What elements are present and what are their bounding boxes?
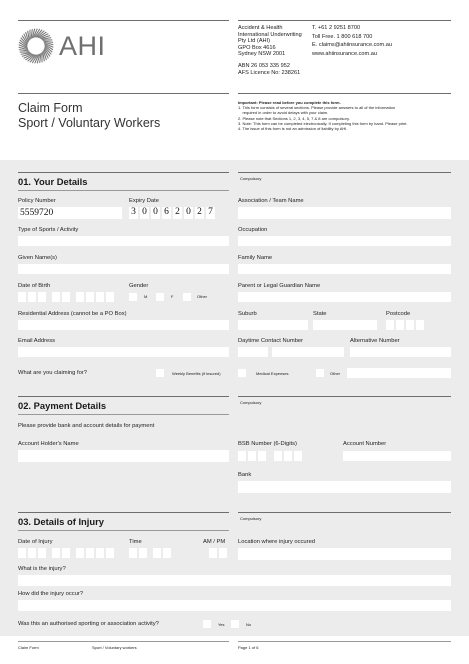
alternative-number-label: Alternative Number [350, 338, 400, 344]
account-number-field[interactable] [343, 451, 451, 461]
family-name-field[interactable] [238, 264, 451, 274]
account-holder-field[interactable] [18, 450, 229, 462]
occupation-field[interactable] [238, 236, 451, 246]
am-pm-field[interactable] [209, 548, 227, 558]
daytime-number-field[interactable] [272, 347, 344, 357]
expiry-date-field[interactable] [129, 207, 215, 219]
footer-form-name: Claim Form [18, 645, 39, 650]
contact-details: T. +61 2 9251 8700 Toll Free. 1 800 618 700 E. claims@ahiinsurance.com.au www.ahiinsurance.com.au [312, 25, 392, 57]
gender-other-checkbox[interactable] [183, 293, 191, 301]
family-name-label: Family Name [238, 255, 273, 261]
medical-expenses-label: Medical Expenses [256, 371, 289, 376]
sport-type-field[interactable] [18, 236, 229, 246]
section-02-title: 02. Payment Details [18, 400, 107, 411]
email-label: Email Address [18, 338, 56, 344]
gender-f-label: F [171, 294, 174, 299]
account-holder-label: Account Holder's Name [18, 441, 79, 447]
expiry-digit: 2 [173, 207, 182, 219]
claiming-for-label: What are you claiming for? [18, 370, 87, 376]
gender-label: Gender [129, 283, 149, 289]
footer-form-type: Sport / Voluntary workers [92, 645, 137, 650]
expiry-digit: 3 [129, 207, 138, 219]
policy-number-label: Policy Number [18, 198, 56, 204]
expiry-digit: 2 [195, 207, 204, 219]
account-number-label: Account Number [343, 441, 387, 447]
expiry-digit: 0 [151, 207, 160, 219]
section-01-title: 01. Your Details [18, 176, 88, 187]
expiry-digit: 0 [184, 207, 193, 219]
postcode-label: Postcode [386, 311, 411, 317]
alternative-number-field[interactable] [350, 347, 451, 357]
gender-m-label: M [144, 294, 148, 299]
state-label: State [313, 311, 327, 317]
authorised-no-checkbox[interactable] [231, 620, 239, 628]
section-03-title: 03. Details of Injury [18, 516, 104, 527]
state-field[interactable] [313, 320, 377, 330]
expiry-date-label: Expiry Date [129, 198, 159, 204]
email-field[interactable] [18, 347, 229, 357]
postcode-field[interactable] [386, 320, 424, 330]
given-name-field[interactable] [18, 264, 229, 274]
expiry-digit: 7 [206, 207, 215, 219]
authorised-yes-checkbox[interactable] [203, 620, 211, 628]
bsb-field[interactable] [238, 451, 302, 461]
what-injury-label: What is the injury? [18, 566, 66, 572]
what-injury-field[interactable] [18, 575, 451, 586]
section-03-compulsory: Compulsory [240, 516, 262, 521]
other-label: Other [330, 371, 341, 376]
policy-number-field[interactable] [18, 207, 122, 219]
how-injury-label: How did the injury occur? [18, 591, 84, 597]
dob-label: Date of Birth [18, 283, 51, 289]
address-label: Residential Address (cannot be a PO Box) [18, 311, 127, 317]
occupation-label: Occupation [238, 227, 268, 233]
daytime-area-field[interactable] [238, 347, 268, 357]
other-checkbox[interactable] [316, 369, 324, 377]
suburb-field[interactable] [238, 320, 308, 330]
gender-other-label: Other [197, 294, 208, 299]
form-title: Claim Form Sport / Voluntary Workers [18, 101, 161, 130]
gender-f-checkbox[interactable] [156, 293, 164, 301]
other-field[interactable] [347, 368, 451, 378]
expiry-digit: 0 [140, 207, 149, 219]
address-field[interactable] [18, 320, 229, 330]
ahi-logo-mark-icon [18, 28, 54, 64]
section-02-compulsory: Compulsory [240, 400, 262, 405]
medical-expenses-checkbox[interactable] [238, 369, 246, 377]
ahi-logo [18, 28, 128, 64]
guardian-label: Parent or Legal Guardian Name [238, 283, 321, 289]
bank-field[interactable] [238, 481, 451, 493]
dob-field[interactable] [18, 292, 114, 302]
how-injury-field[interactable] [18, 600, 451, 611]
expiry-digit: 6 [162, 207, 171, 219]
association-label: Association / Team Name [238, 198, 304, 204]
daytime-number-label: Daytime Contact Number [238, 338, 304, 344]
time-field[interactable] [129, 548, 171, 558]
form-subtitle: Sport / Voluntary Workers [18, 116, 161, 130]
brand-name: AHI [59, 31, 106, 61]
time-label: Time [129, 539, 142, 545]
bank-label: Bank [238, 472, 252, 478]
gender-m-checkbox[interactable] [129, 293, 137, 301]
weekly-benefits-label: Weekly Benefits (if insured) [172, 371, 221, 376]
policy-number-value: 5559720 [20, 208, 54, 218]
authorised-yes-label: Yes [218, 622, 225, 627]
payment-instructions: Please provide bank and account details for payment [18, 423, 155, 429]
footer-page-number: Page 1 of 6 [238, 645, 259, 650]
given-name-label: Given Name(s) [18, 255, 57, 261]
am-pm-label: AM / PM [203, 539, 226, 545]
date-of-injury-field[interactable] [18, 548, 114, 558]
authorised-no-label: No [246, 622, 252, 627]
association-field[interactable] [238, 207, 451, 219]
section-01-compulsory: Compulsory [240, 176, 262, 181]
bsb-label: BSB Number (6-Digits) [238, 441, 297, 447]
important-notice: Important: Please read before you complete this form. 1. This form consists of several sections. Please provide answers to all of the information required in order to avoid delays with your claim. 2. Please note that Sections 1, 2, 3, 4, 5, 7 & 8 are compulsory. 3. Note: This form can be completed electronically. If completing this form by hand. Please print. 4. The issue of this form is not an admission of liability by AHI. [238, 100, 408, 132]
authorised-activity-label: Was this an authorised sporting or association activity? [18, 621, 159, 627]
guardian-field[interactable] [238, 292, 451, 302]
suburb-label: Suburb [238, 311, 257, 317]
injury-location-field[interactable] [238, 548, 451, 560]
company-details: Accident & Health International Underwriting Pty Ltd (AHI) GPO Box 4616 Sydney NSW 2001 ABN 26 053 335 952 AFS Licence No: 238261 [238, 25, 302, 76]
date-of-injury-label: Date of Injury [18, 539, 53, 545]
sport-type-label: Type of Sports / Activity [18, 227, 79, 233]
weekly-benefits-checkbox[interactable] [156, 369, 164, 377]
injury-location-label: Location where injury occured [238, 539, 316, 545]
